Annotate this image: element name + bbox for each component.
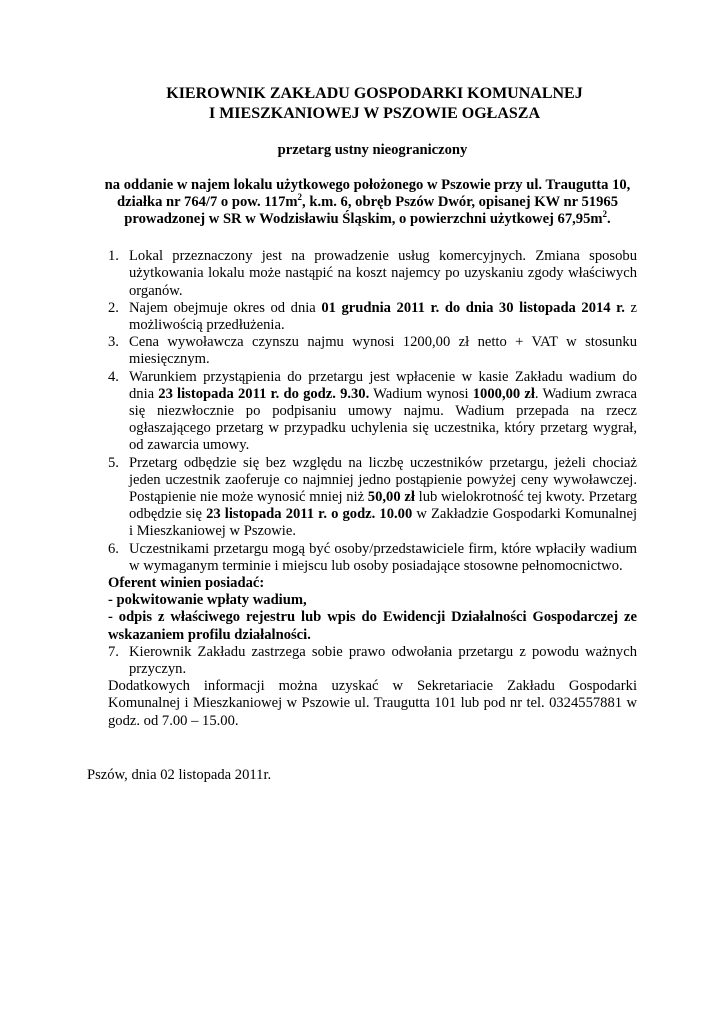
deposit-deadline: 23 listopada 2011 r. do godz. 9.30. — [158, 385, 370, 402]
subtitle: przetarg ustny nieograniczony — [277, 142, 468, 158]
intro-part-3: . — [607, 211, 611, 228]
deposit-amount: 1000,00 zł — [472, 385, 535, 402]
conditions-list — [108, 248, 637, 575]
list-text: . Wadium zwraca się niezwłocznie po podpisaniu umowy najmu. Wadium przepada na rzecz ogłaszającego przetarg w przypadku uchylenia się uczestnika, który przetarg wygrał, od zawarcia umowy. — [129, 385, 637, 454]
requirement-1: - pokwitowanie wpłaty wadium, — [108, 592, 307, 609]
list-text: Warunkiem przystąpienia do przetargu jest wpłacenie w kasie Zakładu wadium do dnia — [129, 368, 637, 402]
list-item-3 — [108, 334, 637, 368]
lease-period: 01 grudnia 2011 r. do dnia 30 listopada 2014 r. — [321, 299, 625, 316]
list-item-2 — [108, 300, 637, 334]
list-text: Lokal przeznaczony jest na prowadzenie usług komercyjnych. Zmiana sposobu użytkowania lokalu może nastąpić na koszt najemcy po uzyskaniu zgody właściwych organów. — [129, 248, 637, 299]
list-number: 3. — [108, 334, 119, 351]
list-text: z możliwością przedłużenia. — [129, 299, 637, 334]
list-item-6 — [108, 541, 637, 575]
list-text: Wadium wynosi — [369, 385, 473, 402]
list-number: 4. — [108, 368, 119, 385]
contact-info: Dodatkowych informacji można uzyskać w Sekretariacie Zakładu Gospodarki Komunalnej i Mieszkaniowej w Pszowie ul. Traugutta 101 lub pod nr tel. 0324557881 w godz. od 7.00 – 15.00. — [108, 678, 637, 729]
title-line-2: I MIESZKANIOWEJ W PSZOWIE OGŁASZA — [208, 105, 541, 122]
list-number: 5. — [108, 454, 119, 471]
intro-sup-1: 2 — [297, 192, 303, 203]
auction-date: 23 listopada 2011 r. o godz. 10.00 — [206, 506, 413, 523]
list-text: Najem obejmuje okres od dnia — [129, 299, 322, 316]
list-text: Uczestnikami przetargu mogą być osoby/przedstawiciele firm, które wpłaciły wadium w wymaganym terminie i miejscu lub osoby posiadające stosowne pełnomocnictwo. — [129, 540, 637, 574]
list-text: w Zakładzie Gospodarki Komunalnej i Mieszkaniowej w Pszowie. — [129, 506, 637, 540]
intro-part-2: , k.m. 6, obręb Pszów Dwór, opisanej KW nr 51965 prowadzonej w SR w Wodzisławiu Śląskim, o powierzchni użytkowej 67,95m — [124, 194, 618, 228]
document-title — [108, 84, 637, 124]
title-line-1: KIEROWNIK ZAKŁADU GOSPODARKI KOMUNALNEJ — [166, 85, 583, 102]
list-text: Kierownik Zakładu zastrzega sobie prawo odwołania przetargu z powodu ważnych przyczyn. — [129, 643, 637, 678]
intro-sup-2: 2 — [602, 209, 608, 220]
place-and-date: Pszów, dnia 02 listopada 2011r. — [87, 767, 272, 783]
min-bid-increment: 50,00 zł — [367, 489, 415, 506]
list-number: 6. — [108, 540, 119, 557]
list-item-7 — [108, 644, 637, 678]
list-number: 7. — [108, 643, 119, 660]
requirements-heading: Oferent winien posiadać: — [108, 575, 265, 592]
requirement-2: - odpis z właściwego rejestru lub wpis do Ewidencji Działalności Gospodarczej ze wskazaniem profilu działalności. — [108, 609, 637, 643]
list-number: 1. — [108, 248, 119, 265]
intro-part-1: na oddanie w najem lokalu użytkowego położonego w Pszowie przy ul. Traugutta 10, działka nr 764/7 o pow. 117m — [104, 177, 631, 211]
list-number: 2. — [108, 299, 119, 316]
list-text: Przetarg odbędzie się bez względu na liczbę uczestników przetargu, jeżeli chociaż jeden uczestnik zaoferuje co najmniej jedno postąpienie powyżej ceny wywoławczej. Postąpienie nie może wynosić mniej niż — [129, 454, 637, 506]
list-item-4 — [108, 369, 637, 455]
conditions-list-continued — [108, 644, 637, 678]
list-text: lub wielokrotność tej kwoty. Przetarg odbędzie się — [129, 489, 638, 523]
list-text: Cena wywoławcza czynszu najmu wynosi 1200,00 zł netto + VAT w stosunku miesięcznym. — [129, 334, 637, 368]
list-item-1 — [108, 248, 637, 300]
intro-paragraph — [84, 177, 651, 228]
list-item-5 — [108, 455, 637, 541]
